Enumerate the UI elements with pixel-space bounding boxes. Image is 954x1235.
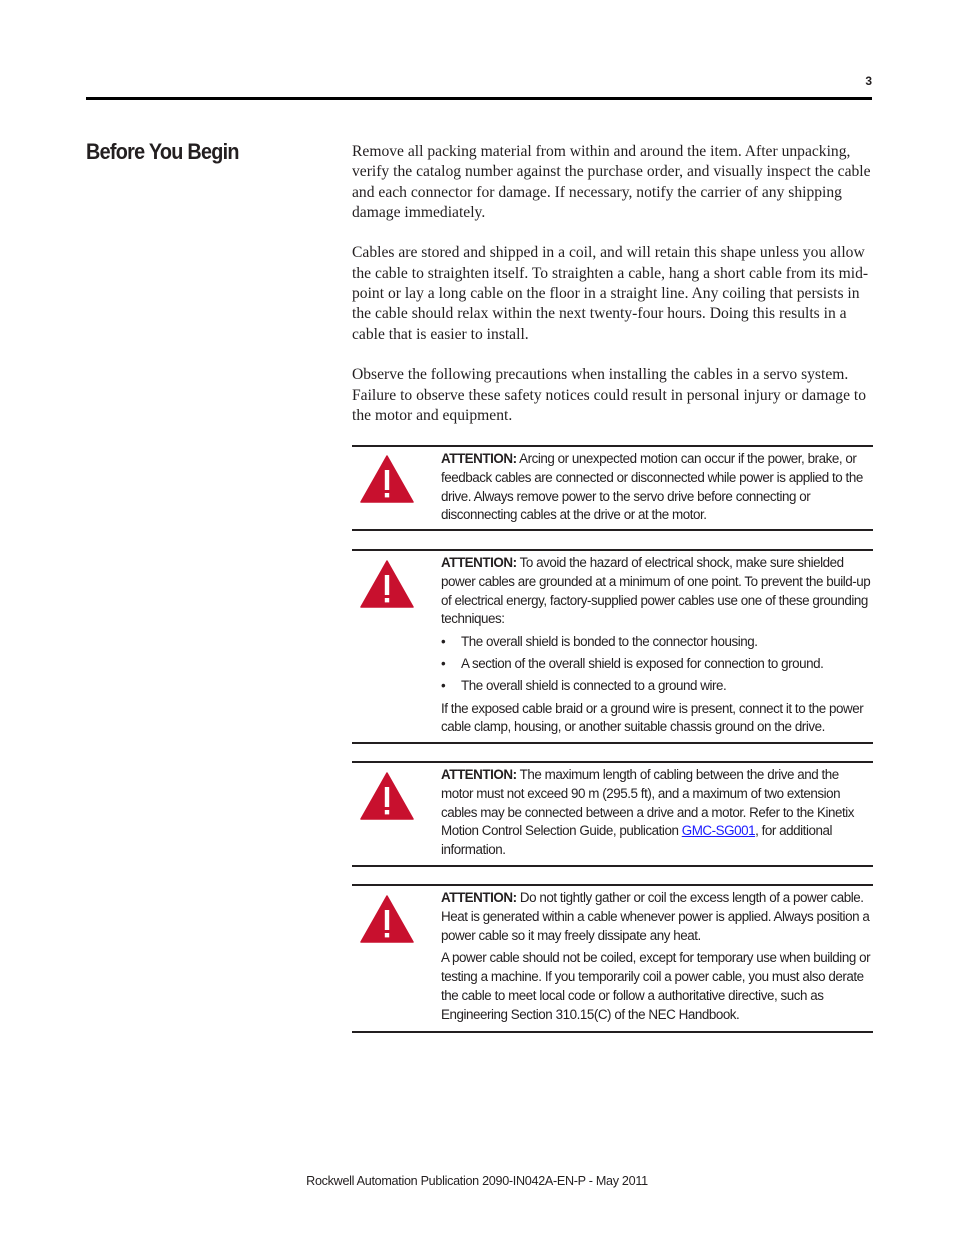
- footer-publication: Rockwell Automation Publication 2090-IN042A-EN-P - May 2011: [306, 1174, 648, 1188]
- attention-label: ATTENTION:: [441, 555, 517, 570]
- body-paragraph: Remove all packing material from within and around the item. After unpacking, verify the catalog number against the purchase order, and visually inspect the cable and each connector for damage. If necessary, notify the carrier of any shipping damage immediately.: [352, 143, 871, 221]
- body-text: [352, 142, 872, 446]
- attention-text: Do not tightly gather or coil the excess length of a power cable. Heat is generated within a cable whenever power is applied. Always position a power cable so it may freely dissipate any heat.: [441, 890, 870, 943]
- list-item: • The overall shield is bonded to the connector housing.: [441, 633, 873, 652]
- header-rule: [86, 97, 872, 100]
- attention-text: To avoid the hazard of electrical shock, make sure shielded power cables are grounded at a minimum of one point. To prevent the build-up of electrical energy, factory-supplied power cables use one of these grounding techniques:: [441, 555, 871, 627]
- page-number: 3: [865, 74, 872, 88]
- attention-label: ATTENTION:: [441, 890, 517, 905]
- publication-link[interactable]: GMC-SG001: [681, 823, 756, 839]
- body-paragraph: Observe the following precautions when installing the cables in a servo system. Failure to observe these safety notices could result in personal injury or damage to the motor and equipment.: [352, 366, 867, 424]
- list-item: • A section of the overall shield is exposed for connection to ground.: [441, 655, 873, 674]
- attention-followup-text: A power cable should not be coiled, except for temporary use when building or testing a machine. If you temporarily coil a power cable, you must also derate the cable to meet local code or follow a authoritative directive, such as Engineering Section 310.15(C) of the NEC Handbook.: [441, 950, 871, 1022]
- attention-label: ATTENTION:: [441, 767, 517, 782]
- attention-followup-text: If the exposed cable braid or a ground wire is present, connect it to the power cable clamp, housing, or another suitable chassis ground on the drive.: [441, 700, 864, 735]
- attention-text: , for additional information.: [441, 823, 832, 858]
- body-paragraph: Cables are stored and shipped in a coil, and will retain this shape unless you allow the cable to straighten itself. To straighten a cable, hang a short cable from its mid-point or lay a long cable on the floor in a straight line. Any coiling that persists in the cable should relax within the next twenty-four hours. Doing this results in a cable that is easier to install.: [352, 244, 869, 343]
- grounding-list: [441, 633, 873, 695]
- attention-box: [352, 445, 873, 531]
- warning-triangle-icon: [360, 560, 414, 608]
- attention-text: Arcing or unexpected motion can occur if the power, brake, or feedback cables are connected or disconnected while power is applied to the drive. Always remove power to the servo drive before connecting or disconnecting cables at the drive or at the motor.: [441, 451, 863, 523]
- attention-text: The maximum length of cabling between the drive and the motor must not exceed 90 m (295.5 ft), and a maximum of two extension cables may be connected between a drive and a motor. Refer to the Kinetix Motion Control Selection Guide, publication: [441, 767, 855, 839]
- attention-box: [352, 761, 873, 867]
- attention-box: [352, 884, 873, 1033]
- attention-label: ATTENTION:: [441, 451, 517, 466]
- warning-triangle-icon: [360, 772, 414, 820]
- warning-triangle-icon: [360, 895, 414, 943]
- warning-triangle-icon: [360, 455, 414, 503]
- section-title: Before You Begin: [86, 139, 239, 164]
- list-item: • The overall shield is connected to a ground wire.: [441, 677, 873, 696]
- attention-box: [352, 549, 873, 744]
